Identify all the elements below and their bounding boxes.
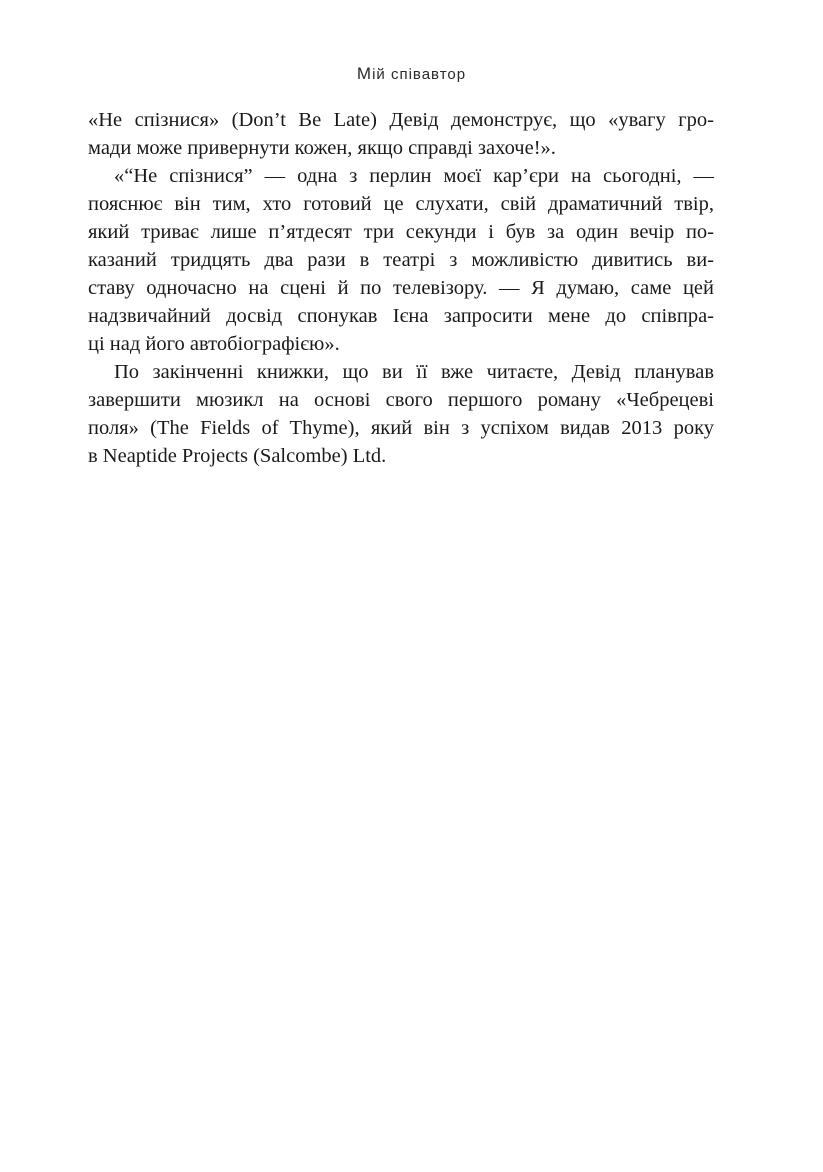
text-line: в Neaptide Projects (Salcombe) Ltd. [88,445,387,467]
text-line: ці над його автобіографією». [88,333,340,355]
text-line: «Не спізнися» (Don’t Be Late) Девід демонструє, що «увагу гро- [88,109,714,131]
text-line: ставу одночасно на сцені й по телевізору. — Я думаю, саме цей [88,277,714,299]
text-line: поля» (The Fields of Thyme), який він з успіхом видав 2013 року [88,417,714,439]
text-line: По закінченні книжки, що ви її вже читаєте, Девід планував [114,361,714,383]
text-line: завершити мюзикл на основі свого першого роману «Чебрецеві [88,389,714,411]
text-line: який триває лише п’ятдесят три секунди і був за один вечір по- [88,221,714,243]
running-head-rest: ій співавтор [372,66,467,83]
text-line: надзвичайний досвід спонукав Ієна запросити мене до співпра- [88,305,714,327]
text-line: «“Не спізнися” — одна з перлин моєї кар’єри на сьогодні, — [114,165,714,187]
running-head-initial: М [356,64,373,83]
running-head [0,64,823,84]
text-line: казаний тридцять два рази в театрі з можливістю дивитись ви- [88,249,714,271]
text-line: пояснює він тим, хто готовий це слухати, свій драматичний твір, [88,193,714,215]
text-line: мади може привернути кожен, якщо справді захоче!». [88,137,556,159]
body-text [88,106,714,470]
